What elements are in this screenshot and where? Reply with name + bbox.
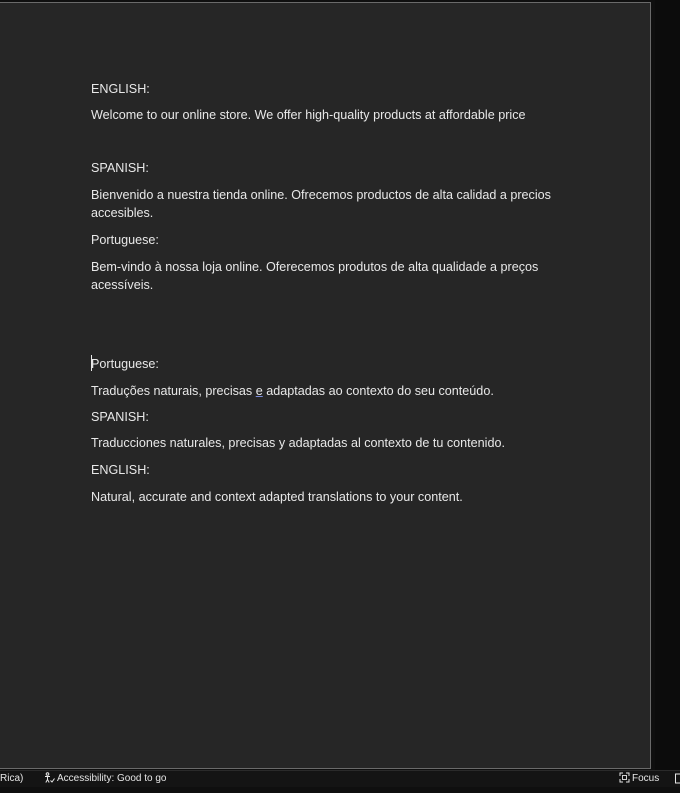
proofing-marked-word[interactable]: e [256,384,263,398]
document-page[interactable] [0,2,651,769]
paragraph-portuguese-tagline[interactable] [91,382,494,400]
focus-button[interactable] [619,771,659,787]
paragraph-heading-english-2[interactable]: ENGLISH: [91,461,150,479]
paragraph-english-tagline[interactable]: Natural, accurate and context adapted translations to your content. [91,488,463,506]
tagline-part-2: adaptadas ao contexto do seu conteúdo. [263,384,494,398]
view-layout-icon[interactable] [675,771,680,787]
paragraph-spanish-tagline[interactable]: Traducciones naturales, precisas y adaptadas al contexto de tu contenido. [91,434,505,452]
status-bar [0,770,680,787]
language-status[interactable]: Rica) [0,771,23,787]
paragraph-heading-spanish-2[interactable]: SPANISH: [91,408,149,426]
paragraph-spanish-text[interactable]: Bienvenido a nuestra tienda online. Ofrecemos productos de alta calidad a precios accesibles. [91,186,561,222]
accessibility-label: Accessibility: Good to go [57,773,167,784]
focus-icon [619,772,630,783]
paragraph-portuguese-text[interactable]: Bem-vindo à nossa loja online. Oferecemos produtos de alta qualidade a preços acessíveis. [91,258,561,294]
paragraph-english-text[interactable]: Welcome to our online store. We offer high-quality products at affordable price [91,106,526,124]
accessibility-status[interactable] [44,771,167,787]
accessibility-icon [44,772,55,783]
paragraph-heading-spanish[interactable]: SPANISH: [91,159,149,177]
paragraph-heading-portuguese-2[interactable]: Portuguese: [91,355,159,373]
scrollbar-track[interactable] [655,0,680,770]
paragraph-heading-portuguese[interactable]: Portuguese: [91,231,159,249]
tagline-part-1: Traduções naturais, precisas [91,384,256,398]
paragraph-heading-english[interactable]: ENGLISH: [91,80,150,98]
focus-label: Focus [632,773,659,784]
